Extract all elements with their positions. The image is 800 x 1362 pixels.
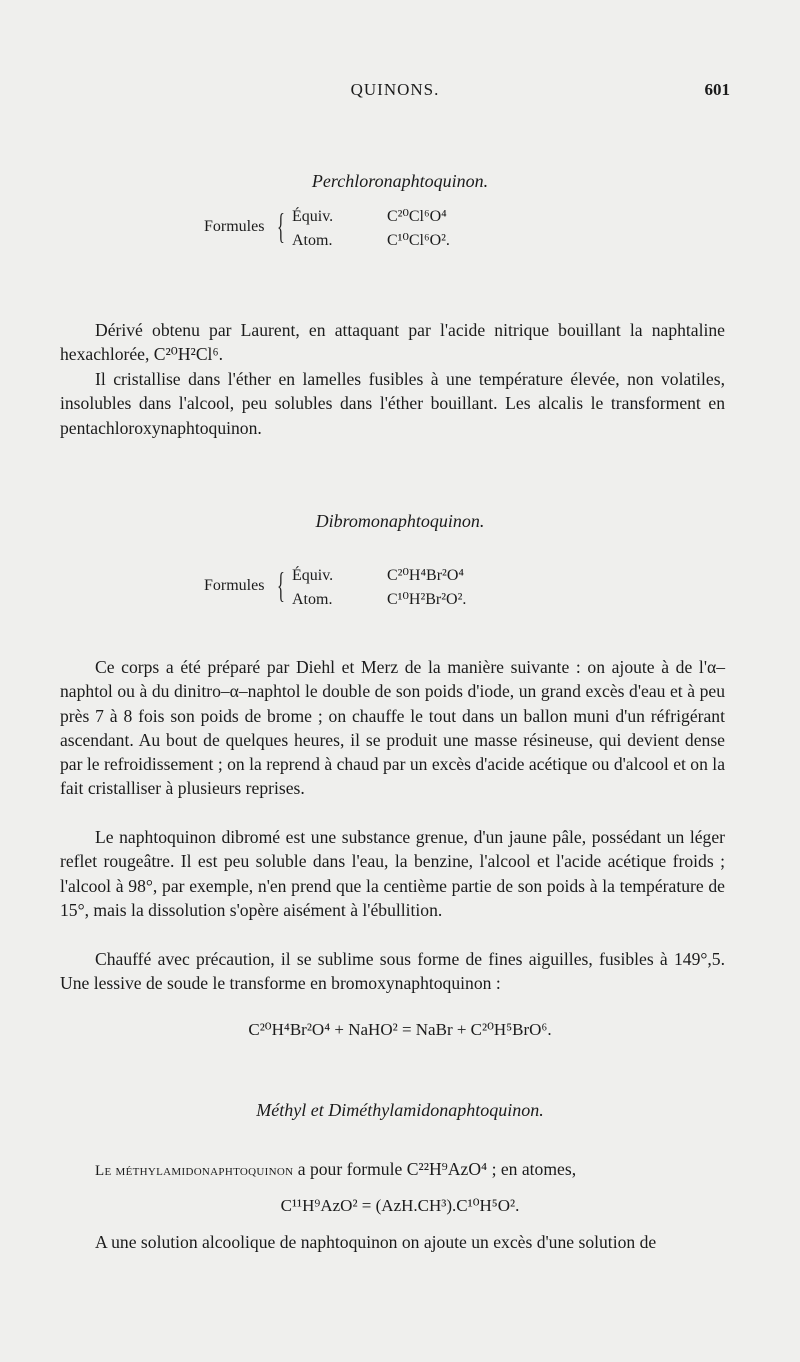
brace-symbol: { <box>277 565 285 605</box>
page-number: 601 <box>704 80 730 99</box>
formula-row-value: C²⁰Cl⁶O⁴ <box>387 208 447 225</box>
formula-row-value: C¹⁰H²Br²O². <box>387 591 467 608</box>
section-title-dibromonaphtoquinon: Dibromonaphtoquinon. <box>315 511 485 531</box>
formula-row-equiv <box>292 565 464 585</box>
section-title-methylamidonaphtoquinon: Méthyl et Diméthylamidonaphtoquinon. <box>256 1100 544 1120</box>
formula-row-name: Atom. <box>292 232 333 249</box>
lead-rest: a pour formule C²²H⁹AzO⁴ ; en atomes, <box>293 1159 577 1179</box>
formula-label: Formules <box>204 577 265 594</box>
formula-row-atom <box>292 230 450 250</box>
paragraph: Ce corps a été préparé par Diehl et Merz de la manière suivante : on ajoute à de l'α–naphtol ou à du dinitro–α–naphtol le double de son poids d'iode, un grand excès d'eau et à peu près 7 à 8 fois son poids de brome ; on chauffe le tout dans un ballon muni d'un réfrigérant ascendant. Au bout de quelques heures, il se produit une masse résineuse, qui devient dense par le refroidissement ; on la reprend à chaud par un excès d'acide acétique ou d'alcool et on la fait cristalliser à plusieurs reprises. <box>60 657 725 799</box>
running-title: QUINONS. <box>350 80 440 99</box>
page-header <box>60 80 730 104</box>
section-title-perchloronaphtoquinon: Perchloronaphtoquinon. <box>311 171 489 191</box>
paragraph: Dérivé obtenu par Laurent, en attaquant par l'acide nitrique bouillant la naphtaline hexachlorée, C²⁰H²Cl⁶. <box>60 320 725 365</box>
equation: C²⁰H⁴Br²O⁴ + NaHO² = NaBr + C²⁰H⁵BrO⁶. <box>248 1020 552 1039</box>
formula-row-name: Atom. <box>292 591 333 608</box>
formula-row-name: Équiv. <box>292 208 334 225</box>
equation: C¹¹H⁹AzO² = (AzH.CH³).C¹⁰H⁵O². <box>280 1196 520 1215</box>
formula-row-value: C¹⁰Cl⁶O². <box>387 232 450 249</box>
paragraph: Chauffé avec précaution, il se sublime sous forme de fines aiguilles, fusibles à 149°,5. Une lessive de soude le transforme en bromoxynaphtoquinon : <box>60 949 725 994</box>
lead-smallcaps: Le méthylamidonaphtoquinon <box>95 1163 294 1179</box>
formula-row-name: Équiv. <box>292 567 334 584</box>
formula-block-1 <box>204 204 524 256</box>
paragraph: A une solution alcoolique de naphtoquinon on ajoute un excès d'une solution de <box>95 1232 657 1252</box>
formula-label: Formules <box>204 218 265 235</box>
paragraph <box>60 1157 725 1183</box>
formula-block-2 <box>204 563 544 615</box>
formula-row-value: C²⁰H⁴Br²O⁴ <box>387 567 464 584</box>
formula-row-equiv <box>292 206 447 226</box>
paragraph: Le naphtoquinon dibromé est une substance grenue, d'un jaune pâle, possédant un léger reflet rougeâtre. Il est peu soluble dans l'eau, la benzine, l'alcool et l'acide acétique froids ; l'alcool à 98°, par exemple, n'en prend que la centième partie de son poids à la température de 15°, mais la dissolution s'opère aisément à l'ébullition. <box>60 827 725 920</box>
formula-row-atom <box>292 589 466 609</box>
brace-symbol: { <box>277 206 285 246</box>
paragraph: Il cristallise dans l'éther en lamelles fusibles à une température élevée, non volatiles, insolubles dans l'alcool, peu solubles dans l'éther bouillant. Les alcalis le transforment en pentachloroxynaphtoquinon. <box>60 369 725 438</box>
